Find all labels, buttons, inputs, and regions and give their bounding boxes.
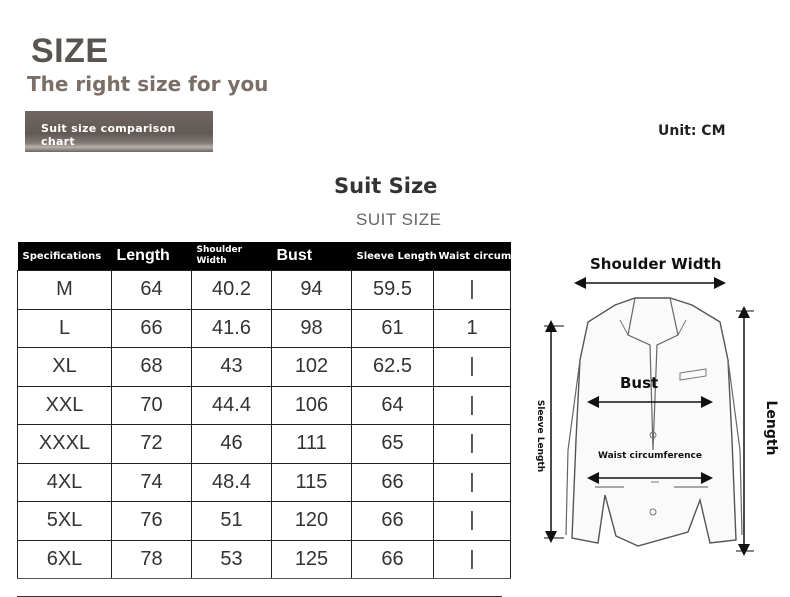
table-row [18, 502, 511, 541]
cell-sleeve-length: 66 [352, 463, 434, 502]
cell-bust: 120 [272, 502, 352, 541]
sleeve-length-label: Sleeve Length [535, 399, 545, 473]
cell-bust: 125 [272, 540, 352, 579]
cell-length: 76 [112, 502, 192, 541]
cell-shoulder-width: 53 [192, 540, 272, 579]
cell-length: 68 [112, 348, 192, 387]
cell-shoulder-width: 44.4 [192, 386, 272, 425]
suit-measurement-diagram [520, 250, 790, 580]
col-header-shoulder-width: Shoulder Width [192, 242, 272, 271]
cell-size: L [18, 309, 112, 348]
table-row [18, 425, 511, 464]
length-label: Length [763, 400, 779, 456]
cell-sleeve-length: 66 [352, 502, 434, 541]
table-row [18, 309, 511, 348]
cell-waist-circumference: | [434, 425, 511, 464]
cell-bust: 106 [272, 386, 352, 425]
cell-length: 70 [112, 386, 192, 425]
table-row [18, 463, 511, 502]
size-table [17, 242, 528, 579]
cell-bust: 98 [272, 309, 352, 348]
cell-sleeve-length: 65 [352, 425, 434, 464]
col-header-bust: Bust [272, 242, 352, 271]
cell-shoulder-width: 46 [192, 425, 272, 464]
waist-circumference-label: Waist circumference [598, 451, 702, 461]
cell-shoulder-width: 41.6 [192, 309, 272, 348]
cell-size: XXL [18, 386, 112, 425]
cell-size: 5XL [18, 502, 112, 541]
bust-label: Bust [620, 374, 659, 392]
cell-waist-circumference: 1 [434, 309, 511, 348]
col-header-specifications: Specifications [18, 242, 112, 271]
cell-shoulder-width: 43 [192, 348, 272, 387]
cell-size: XXXL [18, 425, 112, 464]
table-row [18, 348, 511, 387]
unit-label: Unit: CM [658, 123, 726, 139]
cell-shoulder-width: 48.4 [192, 463, 272, 502]
cell-size: 4XL [18, 463, 112, 502]
page-subtitle: The right size for you [27, 72, 269, 96]
cell-waist-circumference: | [434, 386, 511, 425]
cell-bust: 94 [272, 271, 352, 310]
cell-length: 64 [112, 271, 192, 310]
cell-length: 72 [112, 425, 192, 464]
cell-sleeve-length: 64 [352, 386, 434, 425]
table-subtitle: SUIT SIZE [356, 210, 442, 229]
cell-length: 74 [112, 463, 192, 502]
comparison-chart-badge: Suit size comparison chart [25, 111, 213, 152]
cell-bust: 111 [272, 425, 352, 464]
page-title: SIZE [31, 32, 109, 70]
suit-jacket-illustration [520, 250, 790, 580]
cell-length: 66 [112, 309, 192, 348]
table-row [18, 271, 511, 310]
table-title: Suit Size [334, 174, 438, 198]
cell-sleeve-length: 66 [352, 540, 434, 579]
table-header-row [18, 242, 511, 271]
cell-sleeve-length: 61 [352, 309, 434, 348]
cell-sleeve-length: 62.5 [352, 348, 434, 387]
cell-waist-circumference: | [434, 463, 511, 502]
cell-size: M [18, 271, 112, 310]
col-header-waist-circumference: Waist circumfer [434, 242, 511, 271]
cell-length: 78 [112, 540, 192, 579]
cell-waist-circumference: | [434, 502, 511, 541]
col-header-length: Length [112, 242, 192, 271]
cell-waist-circumference: | [434, 271, 511, 310]
table-row [18, 386, 511, 425]
cell-waist-circumference: | [434, 540, 511, 579]
cell-bust: 115 [272, 463, 352, 502]
cell-size: XL [18, 348, 112, 387]
cell-size: 6XL [18, 540, 112, 579]
cell-sleeve-length: 59.5 [352, 271, 434, 310]
shoulder-width-label: Shoulder Width [590, 255, 722, 273]
table-row [18, 540, 511, 579]
col-header-sleeve-length: Sleeve Length [352, 242, 434, 271]
cell-shoulder-width: 40.2 [192, 271, 272, 310]
cell-shoulder-width: 51 [192, 502, 272, 541]
cell-waist-circumference: | [434, 348, 511, 387]
cell-bust: 102 [272, 348, 352, 387]
